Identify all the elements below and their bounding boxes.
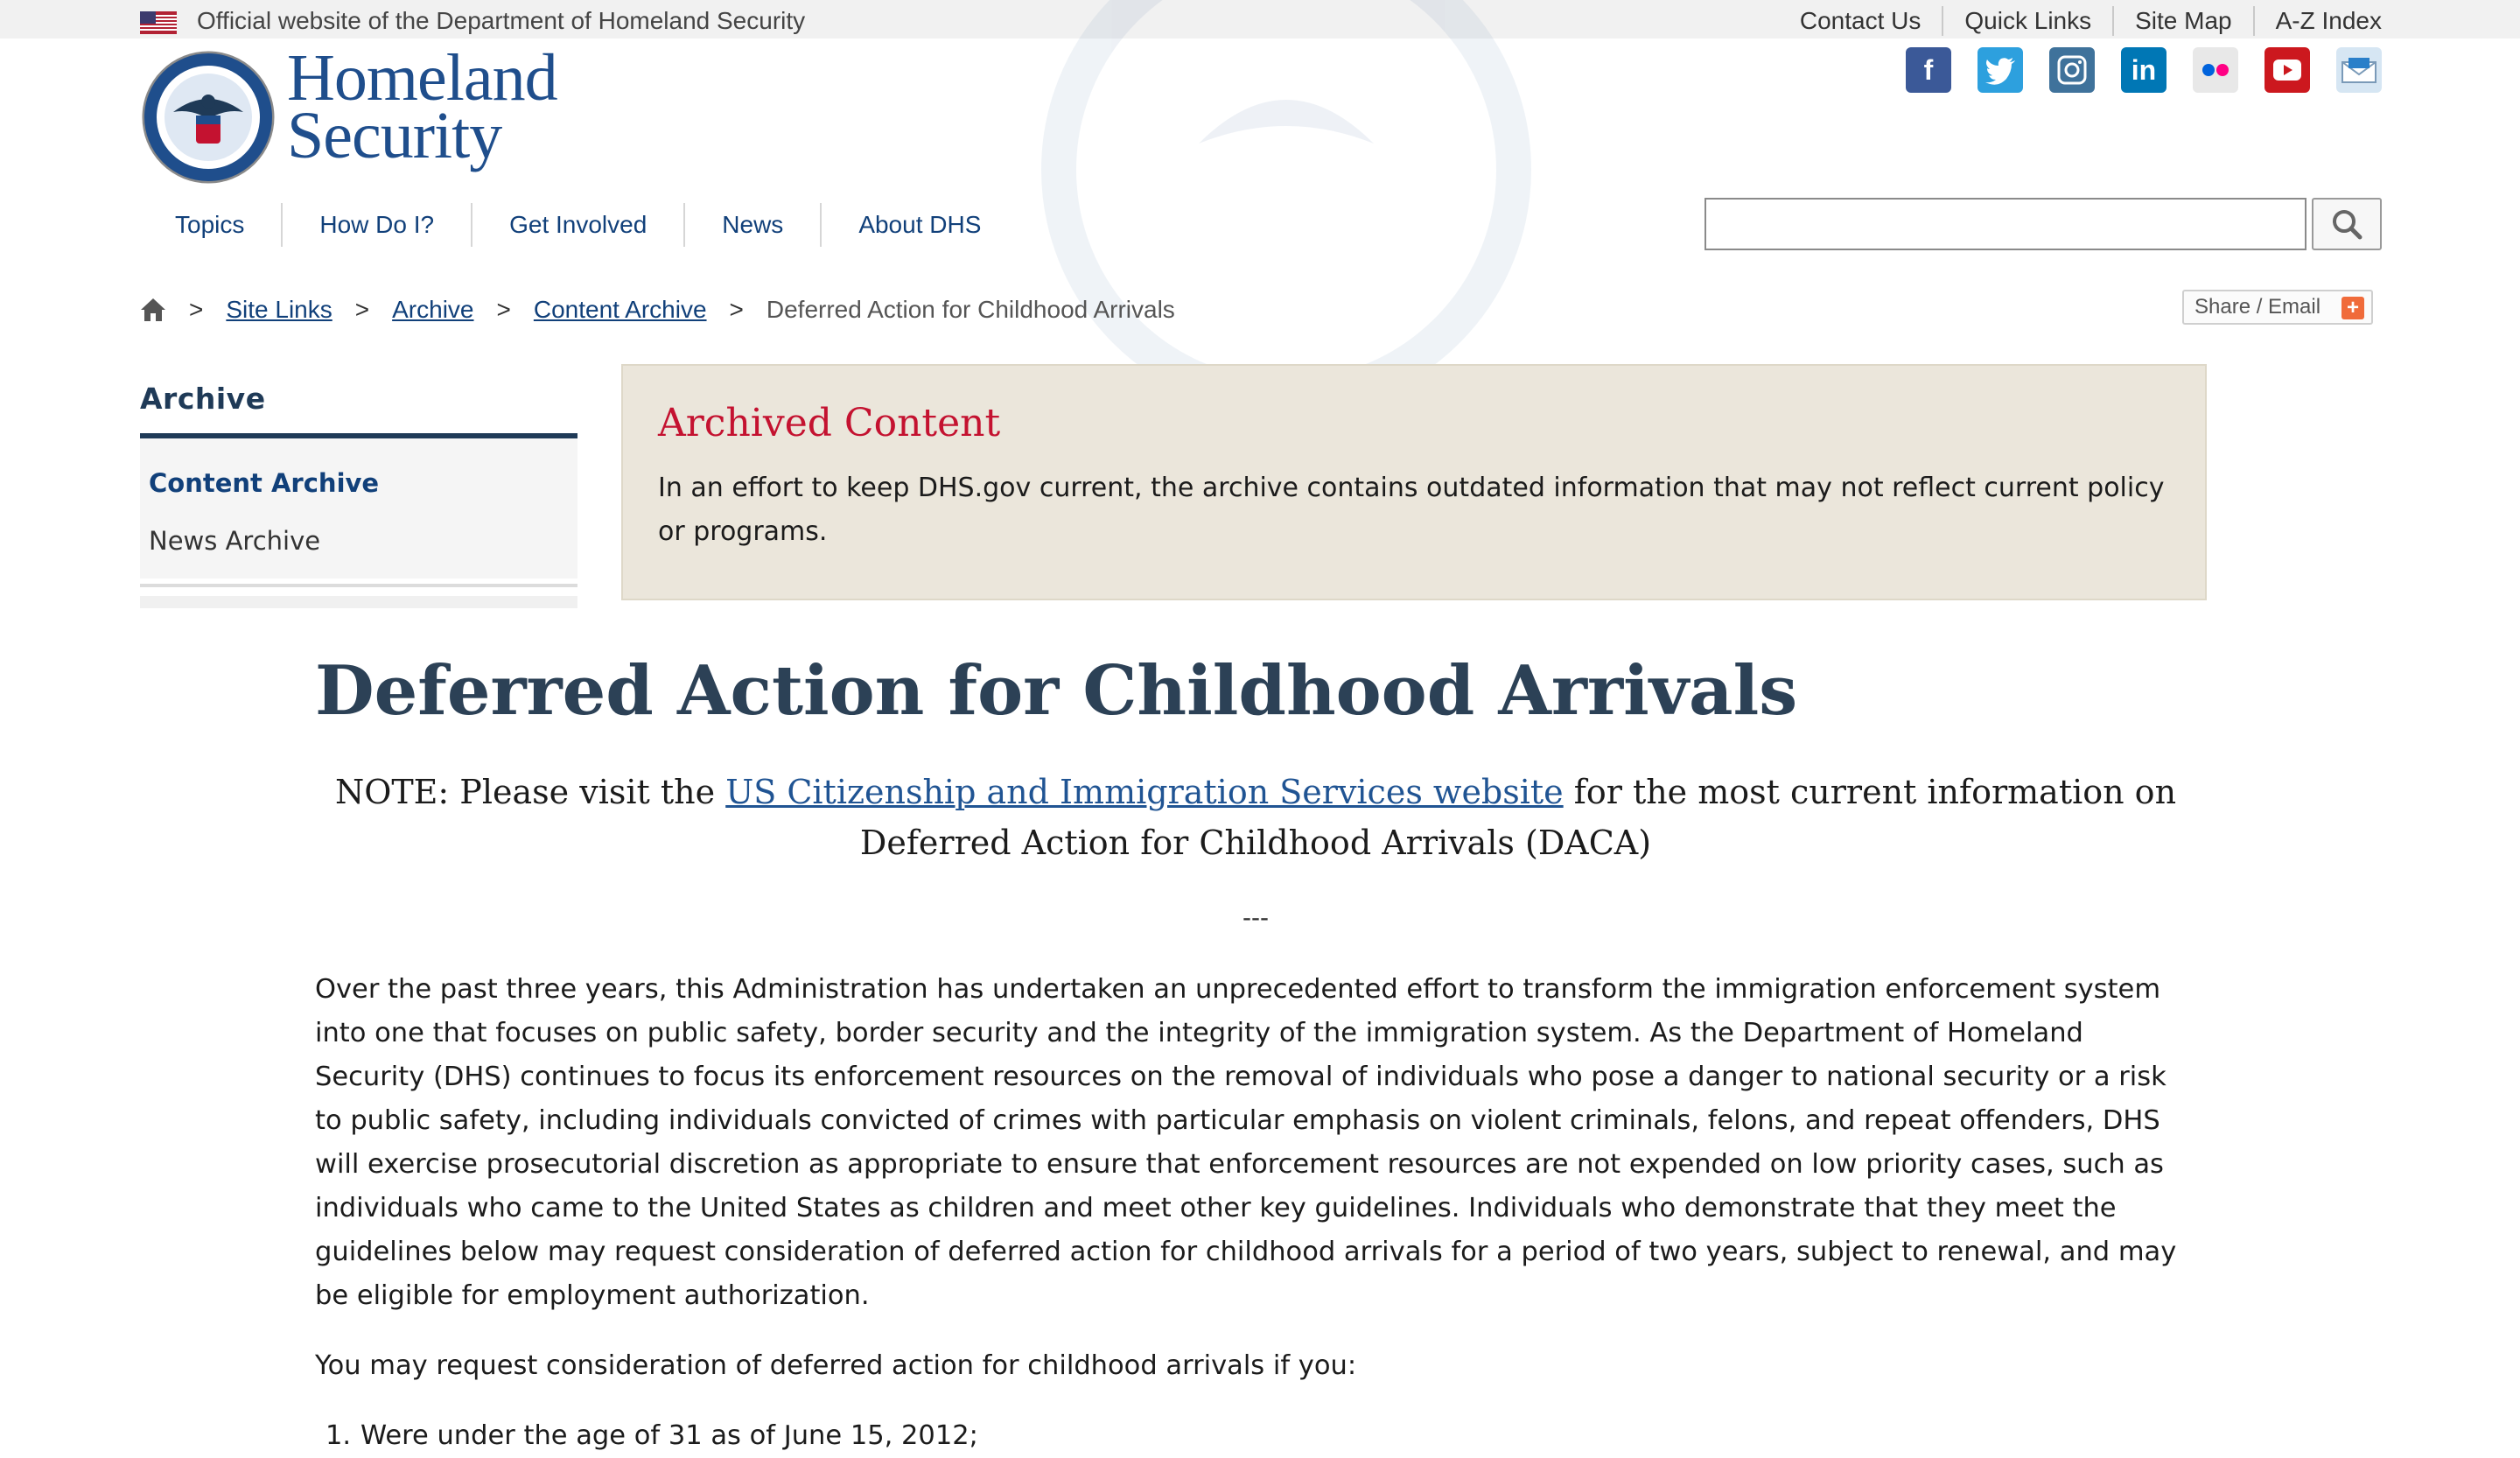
- archived-content-text: In an effort to keep DHS.gov current, the archive contains outdated information that may not reflect current policy or programs.: [658, 473, 2165, 547]
- breadcrumb: [140, 292, 1175, 327]
- facebook-icon[interactable]: f: [1906, 47, 1951, 93]
- nav-topics[interactable]: Topics: [175, 211, 245, 238]
- list-item-text: Were under the age of 31 as of June 15, 2012;: [360, 1420, 978, 1451]
- sidebar-menu: [140, 438, 578, 578]
- quick-links-link[interactable]: Quick Links: [1942, 6, 2112, 36]
- email-subscribe-icon[interactable]: [2336, 47, 2382, 93]
- us-flag-icon: [140, 11, 177, 34]
- nav-get-involved[interactable]: Get Involved: [471, 203, 683, 247]
- uscis-note: [315, 767, 2196, 868]
- breadcrumb-archive[interactable]: Archive: [392, 296, 474, 323]
- home-icon[interactable]: [140, 297, 166, 323]
- utility-links: [1779, 5, 2382, 37]
- sidebar-footer-strip: [140, 596, 578, 608]
- breadcrumb-separator: >: [496, 296, 511, 323]
- site-header: [0, 39, 2520, 194]
- youtube-icon[interactable]: [2264, 47, 2310, 93]
- nav-news[interactable]: News: [683, 203, 820, 247]
- breadcrumb-site-links[interactable]: Site Links: [226, 296, 332, 323]
- share-email-button[interactable]: [2182, 290, 2373, 325]
- logo-line-homeland: Homeland: [287, 41, 557, 115]
- sidebar-item-news-archive[interactable]: News Archive: [149, 526, 321, 556]
- nav-how-do-i[interactable]: How Do I?: [281, 203, 471, 247]
- list-item-number: 1.: [326, 1420, 352, 1451]
- site-map-link[interactable]: Site Map: [2112, 6, 2253, 36]
- sidebar-item-content-archive[interactable]: Content Archive: [149, 468, 380, 498]
- linkedin-icon[interactable]: in: [2121, 47, 2166, 93]
- social-media-links: [1906, 47, 2382, 93]
- sidebar: [140, 382, 578, 608]
- official-banner: [0, 0, 2520, 39]
- logo-line-security: Security: [287, 99, 502, 172]
- sidebar-title: Archive: [140, 382, 578, 438]
- contact-us-link[interactable]: Contact Us: [1799, 7, 1922, 34]
- note-suffix: for the most current information on Deferred Action for Childhood Arrivals (DACA): [859, 773, 2177, 862]
- intro-paragraph: Over the past three years, this Administration has undertaken an unprecedented effort to transform the immigration enforcement system into one that focuses on public safety, border security and the integrity of the immigration system. As the Department of Homeland Security (DHS) continues to focus its enforcement resources on the removal of individuals who pose a danger to national security or a risk to public safety, including individuals convicted of crimes with particular emphasis on violent criminals, felons, and repeat offenders, DHS will exercise prosecutorial discretion as appropriate to ensure that enforcement resources are not expended on low priority cases, such as individuals who came to the United States as children and meet other key guidelines. Individuals who demonstrate that they meet the guidelines below may request consideration of deferred action for childhood arrivals for a period of two years, subject to renewal, and may be eligible for employment authorization.: [315, 974, 2177, 1311]
- az-index-link[interactable]: A-Z Index: [2253, 6, 2382, 36]
- nav-about-dhs[interactable]: About DHS: [820, 203, 1018, 247]
- official-website-text: Official website of the Department of Homeland Security: [197, 7, 806, 34]
- uscis-website-link[interactable]: US Citizenship and Immigration Services website: [725, 773, 1564, 811]
- plus-icon: +: [2342, 297, 2364, 319]
- breadcrumb-current: Deferred Action for Childhood Arrivals: [766, 296, 1175, 323]
- share-email-label: Share / Email: [2194, 295, 2321, 319]
- search-input[interactable]: [1704, 198, 2306, 250]
- search-icon: [2331, 208, 2362, 240]
- search-button[interactable]: [2312, 198, 2382, 250]
- breadcrumb-separator: >: [189, 296, 204, 323]
- breadcrumb-content-archive[interactable]: Content Archive: [533, 296, 707, 323]
- eligibility-intro: You may request consideration of deferred action for childhood arrivals if you:: [315, 1350, 1357, 1381]
- dhs-seal-logo[interactable]: [142, 51, 275, 184]
- eagle-watermark-icon: [910, 39, 1662, 194]
- main-navigation: [140, 201, 1018, 249]
- list-item: [326, 1414, 2196, 1458]
- archived-content-notice: [621, 364, 2207, 600]
- flickr-icon[interactable]: [2193, 47, 2238, 93]
- twitter-icon[interactable]: [1978, 47, 2023, 93]
- breadcrumb-separator: >: [354, 296, 370, 323]
- breadcrumb-separator: >: [729, 296, 744, 323]
- eligibility-list: [315, 1414, 2196, 1458]
- archived-content-title: Archived Content: [658, 401, 1001, 445]
- site-logo-text[interactable]: [287, 41, 557, 172]
- content-separator: ---: [1242, 903, 1269, 932]
- instagram-icon[interactable]: [2049, 47, 2095, 93]
- main-content: [315, 648, 2196, 1458]
- page-title: Deferred Action for Childhood Arrivals: [315, 651, 1798, 731]
- note-prefix: NOTE: Please visit the: [334, 773, 726, 811]
- sidebar-divider: [140, 584, 578, 587]
